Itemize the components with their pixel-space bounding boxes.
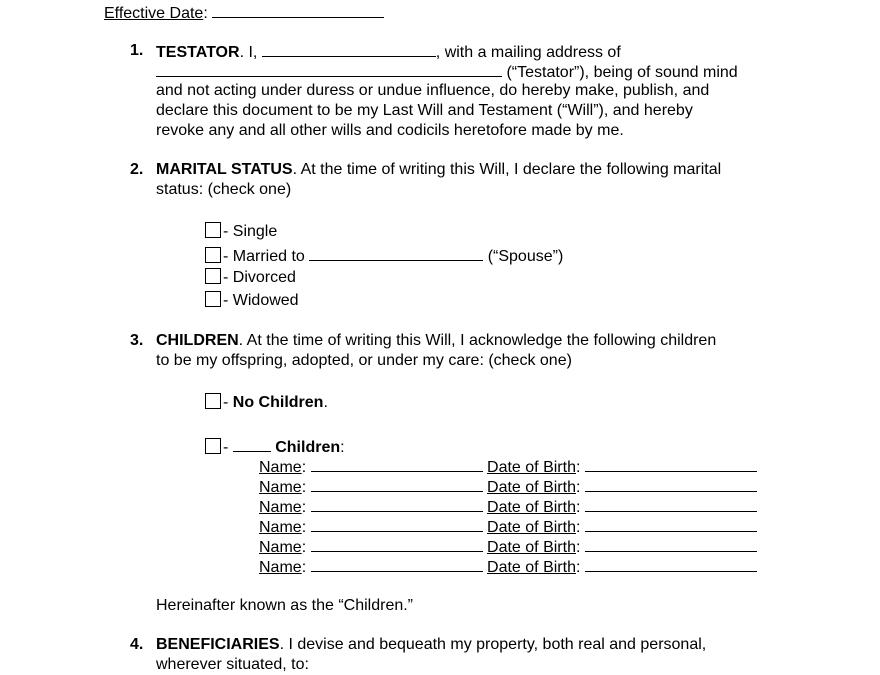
child-name-label: Name <box>259 519 302 536</box>
section-1-text-3: (“Testator”), being of sound mind <box>502 64 738 81</box>
colon: : <box>301 519 311 536</box>
marital-option-married <box>205 245 563 267</box>
child-name-label: Name <box>259 539 302 556</box>
colon: : <box>575 459 585 476</box>
child-dob-label: Date of Birth <box>487 559 576 576</box>
child-name-blank[interactable] <box>311 456 483 472</box>
widowed-label: - Widowed <box>223 292 299 309</box>
children-option-some <box>205 436 345 458</box>
section-1-text-2: , with a mailing address of <box>435 44 621 61</box>
no-children-prefix: - <box>223 394 233 411</box>
single-checkbox[interactable] <box>205 222 221 238</box>
section-4-line-2: wherever situated, to: <box>156 656 309 673</box>
section-1-line-2 <box>156 61 738 83</box>
section-2-line-2: status: (check one) <box>156 181 292 198</box>
colon: : <box>301 539 311 556</box>
no-children-label: No Children <box>232 394 324 411</box>
child-row <box>259 516 757 538</box>
section-4-text-1: . I devise and bequeath my property, both real and personal, <box>279 636 707 653</box>
child-dob-label: Date of Birth <box>487 539 576 556</box>
children-checkbox[interactable] <box>205 438 221 454</box>
marital-option-single <box>205 222 277 242</box>
colon: : <box>575 479 585 496</box>
section-3-line-1 <box>156 331 716 351</box>
section-2-number: 2. <box>130 161 144 178</box>
section-1-line-3: and not acting under duress or undue influence, do hereby make, publish, and <box>156 82 710 99</box>
no-children-checkbox[interactable] <box>205 393 221 409</box>
colon: : <box>575 519 585 536</box>
section-4-line-1 <box>156 635 706 655</box>
child-dob-label: Date of Birth <box>487 499 576 516</box>
testator-name-blank[interactable] <box>262 41 436 57</box>
section-3-line-2: to be my offspring, adopted, or under my care: (check one) <box>156 352 572 369</box>
child-row <box>259 496 757 518</box>
child-name-label: Name <box>259 459 302 476</box>
section-3-number: 3. <box>130 332 144 349</box>
section-2-title: MARITAL STATUS <box>156 161 293 178</box>
child-dob-label: Date of Birth <box>487 519 576 536</box>
children-count-blank[interactable] <box>233 436 271 452</box>
colon: : <box>575 539 585 556</box>
section-1-line-1 <box>156 41 621 63</box>
child-row <box>259 476 757 498</box>
child-name-blank[interactable] <box>311 556 483 572</box>
effective-date-line <box>104 2 384 24</box>
section-1-number: 1. <box>130 42 144 59</box>
section-3-title: CHILDREN <box>156 332 239 349</box>
section-1-line-4: declare this document to be my Last Will and Testament (“Will”), and hereby <box>156 102 693 119</box>
child-row <box>259 536 757 558</box>
colon: : <box>301 559 311 576</box>
children-label: Children <box>270 439 341 456</box>
colon: : <box>301 459 311 476</box>
children-prefix: - <box>223 439 233 456</box>
child-dob-blank[interactable] <box>585 516 757 532</box>
child-dob-blank[interactable] <box>585 496 757 512</box>
section-4-title: BENEFICIARIES <box>156 636 280 653</box>
child-name-blank[interactable] <box>311 476 483 492</box>
colon: : <box>575 499 585 516</box>
marital-option-widowed <box>205 291 299 311</box>
section-1-line-5: revoke any and all other wills and codicils heretofore made by me. <box>156 122 624 139</box>
divorced-checkbox[interactable] <box>205 268 221 284</box>
child-name-label: Name <box>259 479 302 496</box>
divorced-label: - Divorced <box>223 269 296 286</box>
section-1-title: TESTATOR <box>156 44 240 61</box>
child-dob-label: Date of Birth <box>487 459 576 476</box>
child-name-label: Name <box>259 499 302 516</box>
colon: : <box>575 559 585 576</box>
child-name-label: Name <box>259 559 302 576</box>
child-name-blank[interactable] <box>311 496 483 512</box>
marital-option-divorced <box>205 268 296 288</box>
section-2-text-1: . At the time of writing this Will, I declare the following marital <box>292 161 722 178</box>
child-dob-blank[interactable] <box>585 536 757 552</box>
child-dob-label: Date of Birth <box>487 479 576 496</box>
section-2-line-1 <box>156 160 721 180</box>
spouse-name-blank[interactable] <box>309 245 483 261</box>
married-checkbox[interactable] <box>205 247 221 263</box>
children-hereinafter: Hereinafter known as the “Children.” <box>156 597 414 614</box>
married-label: - Married to <box>223 248 310 265</box>
child-dob-blank[interactable] <box>585 456 757 472</box>
colon: : <box>301 479 311 496</box>
child-dob-blank[interactable] <box>585 556 757 572</box>
no-children-suffix: . <box>323 394 328 411</box>
child-row <box>259 456 757 478</box>
testator-address-blank[interactable] <box>156 61 502 77</box>
colon: : <box>301 499 311 516</box>
spouse-label: (“Spouse”) <box>483 248 564 265</box>
child-name-blank[interactable] <box>311 536 483 552</box>
section-3-text-1: . At the time of writing this Will, I acknowledge the following children <box>238 332 717 349</box>
child-name-blank[interactable] <box>311 516 483 532</box>
single-label: - Single <box>223 223 278 240</box>
widowed-checkbox[interactable] <box>205 291 221 307</box>
children-option-none <box>205 393 328 413</box>
children-suffix: : <box>340 439 345 456</box>
section-4-number: 4. <box>130 636 144 653</box>
child-row <box>259 556 757 578</box>
section-1-text-1: . I, <box>239 44 262 61</box>
effective-date-blank[interactable] <box>212 2 384 18</box>
effective-date-label: Effective Date <box>104 5 204 22</box>
effective-date-colon: : <box>203 5 208 22</box>
child-dob-blank[interactable] <box>585 476 757 492</box>
